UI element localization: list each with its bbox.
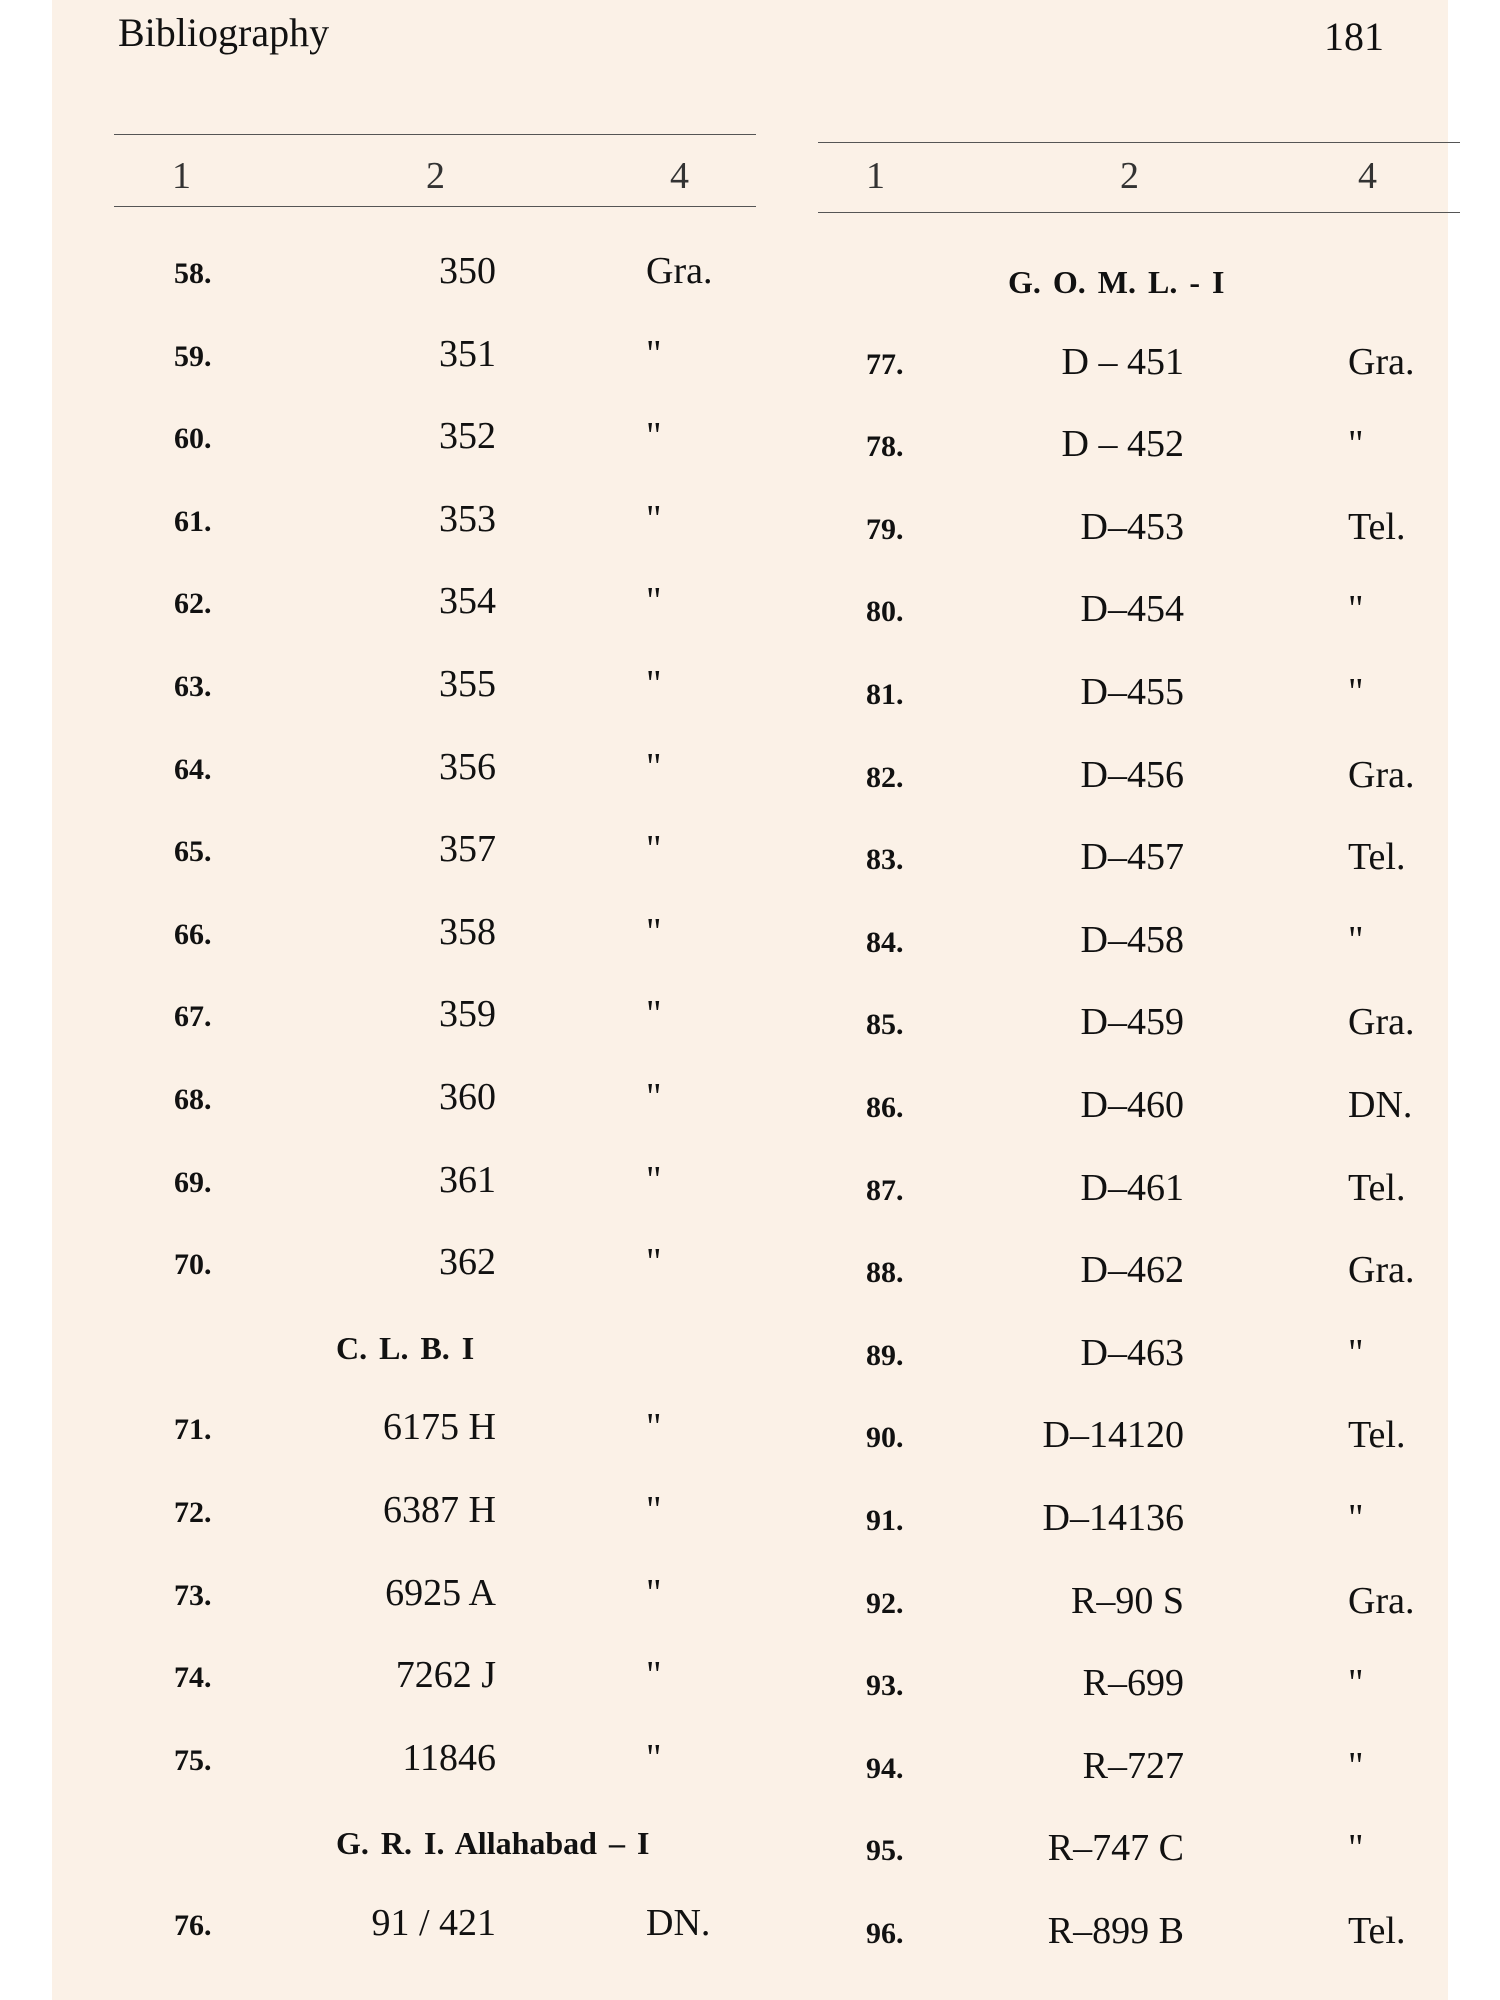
entry-script-type: " [1348, 671, 1364, 713]
entry-number: 93. [866, 1669, 904, 1703]
entry-script-type: " [1348, 588, 1364, 631]
entry-number: 94. [866, 1751, 904, 1785]
table-row [818, 337, 1460, 397]
table-row [114, 1650, 756, 1710]
entry-number: 83. [866, 843, 904, 877]
table-row [818, 1906, 1460, 1966]
entry-script-type: " [646, 1158, 662, 1201]
table-row [114, 1237, 756, 1297]
entry-reference: D–455 [1080, 671, 1184, 713]
entry-script-type: " [646, 1489, 662, 1531]
entry-reference: D–457 [1080, 836, 1184, 879]
entry-reference: D–458 [1080, 918, 1184, 961]
entry-reference: 356 [439, 745, 496, 788]
entry-reference: 361 [439, 1158, 496, 1201]
entry-number: 81. [866, 678, 904, 711]
entry-reference: 357 [439, 828, 496, 871]
entry-script-type: " [646, 828, 662, 871]
table-row [818, 1163, 1460, 1223]
book-page [52, 0, 1448, 2000]
table-row [818, 1493, 1460, 1553]
entry-reference: 354 [439, 580, 496, 623]
entry-script-type: " [1348, 1827, 1364, 1870]
table-row [818, 1658, 1460, 1718]
entry-number: 75. [174, 1743, 212, 1777]
entry-number: 73. [174, 1578, 212, 1612]
entry-script-type: " [1348, 918, 1364, 961]
entry-reference: 6175 H [383, 1406, 496, 1449]
entry-reference: 353 [439, 497, 496, 540]
table-row [114, 246, 756, 306]
entry-script-type: " [646, 745, 662, 788]
entry-script-type: " [646, 580, 662, 623]
entry-script-type: " [1348, 423, 1364, 466]
entry-reference: 6925 A [385, 1571, 496, 1614]
entry-script-type: Gra. [646, 250, 713, 292]
entry-script-type: " [646, 1241, 662, 1284]
entry-script-type: " [1348, 1331, 1364, 1374]
entry-script-type: " [646, 663, 662, 705]
entry-reference: 352 [439, 415, 496, 458]
entry-reference: D–463 [1080, 1331, 1184, 1374]
entry-script-type: Tel. [1348, 1166, 1406, 1209]
entry-reference: 355 [439, 663, 496, 705]
entry-reference: R–747 C [1047, 1827, 1184, 1870]
entry-script-type: " [646, 1076, 662, 1118]
page-number: 181 [1324, 14, 1384, 59]
entry-reference: 11846 [402, 1736, 496, 1779]
column-header-4: 4 [670, 155, 689, 197]
entry-number: 84. [866, 925, 904, 959]
entry-reference: D–454 [1080, 588, 1184, 631]
entry-script-type: " [646, 1654, 662, 1697]
entry-number: 89. [866, 1338, 904, 1372]
running-header-title: Bibliography [118, 10, 330, 55]
section-heading: C. L. B. I [336, 1329, 475, 1366]
table-row [114, 411, 756, 471]
table-row [114, 1568, 756, 1628]
table-row [818, 997, 1460, 1057]
table-row [114, 1733, 756, 1793]
table-row [818, 1741, 1460, 1801]
entry-script-type: " [1348, 1662, 1364, 1705]
entry-script-type: " [1348, 1497, 1364, 1539]
entry-script-type: " [1348, 1744, 1364, 1787]
table-row [114, 576, 756, 636]
entry-number: 65. [174, 835, 212, 869]
entry-reference: 91 / 421 [371, 1902, 496, 1944]
entry-reference: D – 451 [1061, 340, 1184, 383]
entry-script-type: " [646, 332, 662, 375]
entry-reference: D–460 [1080, 1084, 1184, 1126]
table-row [818, 419, 1460, 479]
entry-number: 92. [866, 1586, 904, 1620]
entry-script-type: DN. [1348, 1084, 1413, 1126]
entry-script-type: DN. [646, 1902, 711, 1944]
entry-number: 63. [174, 670, 212, 703]
column-header-1: 1 [172, 155, 191, 197]
entry-script-type: " [646, 497, 662, 540]
table-row [818, 1410, 1460, 1470]
entry-script-type: " [646, 1571, 662, 1614]
entry-reference: R–699 [1082, 1662, 1184, 1705]
entry-number: 64. [174, 752, 212, 786]
entry-script-type: Tel. [1348, 1910, 1406, 1952]
section-heading: G. R. I. Allahabad – I [336, 1825, 650, 1862]
table-row [818, 1245, 1460, 1305]
entry-script-type: Gra. [1348, 1249, 1415, 1292]
entry-number: 68. [174, 1083, 212, 1116]
entry-script-type: Tel. [1348, 1414, 1406, 1457]
entry-script-type: " [646, 415, 662, 458]
entry-number: 90. [866, 1421, 904, 1455]
column-header-2: 2 [1120, 155, 1139, 197]
section-heading-row [114, 1815, 756, 1875]
top-rule [818, 142, 1460, 143]
entry-number: 58. [174, 257, 212, 290]
table-row [818, 502, 1460, 562]
table-row [114, 1898, 756, 1958]
entry-script-type: Gra. [1348, 1579, 1415, 1622]
entry-reference: D – 452 [1061, 423, 1184, 466]
section-heading: G. O. M. L. - I [1008, 264, 1225, 300]
entry-number: 76. [174, 1909, 212, 1942]
entry-number: 77. [866, 347, 904, 381]
entry-reference: D–453 [1080, 505, 1184, 548]
entry-number: 62. [174, 587, 212, 621]
entry-number: 61. [174, 504, 212, 538]
entry-reference: R–90 S [1071, 1579, 1184, 1622]
column-header-2: 2 [426, 155, 445, 197]
entry-reference: D–456 [1080, 753, 1184, 796]
entry-number: 95. [866, 1834, 904, 1868]
entry-reference: D–14136 [1042, 1497, 1184, 1539]
entry-reference: R–899 B [1047, 1910, 1184, 1952]
top-rule [114, 134, 756, 135]
entry-number: 74. [174, 1661, 212, 1695]
entry-reference: D–462 [1080, 1249, 1184, 1292]
table-row [818, 832, 1460, 892]
table-row [114, 329, 756, 389]
entry-number: 71. [174, 1413, 212, 1447]
table-row [114, 907, 756, 967]
column-header-1: 1 [866, 155, 885, 197]
entry-number: 59. [174, 339, 212, 373]
entry-number: 86. [866, 1091, 904, 1124]
entry-reference: 350 [439, 250, 496, 292]
entry-script-type: Tel. [1348, 505, 1406, 548]
entry-reference: D–14120 [1042, 1414, 1184, 1457]
table-row [114, 989, 756, 1049]
section-heading-row [818, 254, 1460, 314]
table-row [818, 584, 1460, 644]
entry-script-type: Gra. [1348, 340, 1415, 383]
entry-number: 78. [866, 430, 904, 464]
entry-script-type: " [646, 993, 662, 1036]
table-row [114, 742, 756, 802]
entry-reference: 360 [439, 1076, 496, 1118]
header-rule [114, 206, 756, 207]
entry-script-type: " [646, 1406, 662, 1449]
table-row [114, 659, 756, 719]
table-row [818, 1328, 1460, 1388]
table-row [818, 667, 1460, 727]
entry-reference: D–461 [1080, 1166, 1184, 1209]
header-rule [818, 212, 1460, 213]
entry-number: 88. [866, 1256, 904, 1290]
column-header-4: 4 [1358, 155, 1377, 197]
entry-number: 70. [174, 1248, 212, 1282]
table-row [818, 915, 1460, 975]
table-row [114, 1072, 756, 1132]
table-row [818, 1080, 1460, 1140]
entry-reference: 6387 H [383, 1489, 496, 1531]
table-row [114, 1155, 756, 1215]
entry-script-type: " [646, 910, 662, 953]
entry-number: 69. [174, 1165, 212, 1199]
entry-script-type: " [646, 1736, 662, 1779]
entry-number: 79. [866, 512, 904, 546]
table-row [114, 494, 756, 554]
table-row [114, 1485, 756, 1545]
entry-number: 60. [174, 422, 212, 456]
entry-number: 96. [866, 1917, 904, 1950]
entry-number: 66. [174, 917, 212, 951]
entry-script-type: Gra. [1348, 1001, 1415, 1044]
entry-number: 80. [866, 595, 904, 629]
entry-number: 85. [866, 1008, 904, 1042]
entry-number: 87. [866, 1173, 904, 1207]
entry-number: 91. [866, 1504, 904, 1537]
entry-reference: 362 [439, 1241, 496, 1284]
entry-number: 72. [174, 1496, 212, 1529]
entry-script-type: Gra. [1348, 753, 1415, 796]
entry-script-type: Tel. [1348, 836, 1406, 879]
table-row [114, 824, 756, 884]
entry-reference: 351 [439, 332, 496, 375]
entry-reference: 358 [439, 910, 496, 953]
table-row [818, 1823, 1460, 1883]
entry-number: 67. [174, 1000, 212, 1034]
table-row [818, 750, 1460, 810]
entry-reference: D–459 [1080, 1001, 1184, 1044]
section-heading-row [114, 1320, 756, 1380]
entry-reference: 359 [439, 993, 496, 1036]
table-row [114, 1402, 756, 1462]
entry-number: 82. [866, 760, 904, 794]
table-row [818, 1576, 1460, 1636]
entry-reference: 7262 J [395, 1654, 496, 1697]
entry-reference: R–727 [1082, 1744, 1184, 1787]
